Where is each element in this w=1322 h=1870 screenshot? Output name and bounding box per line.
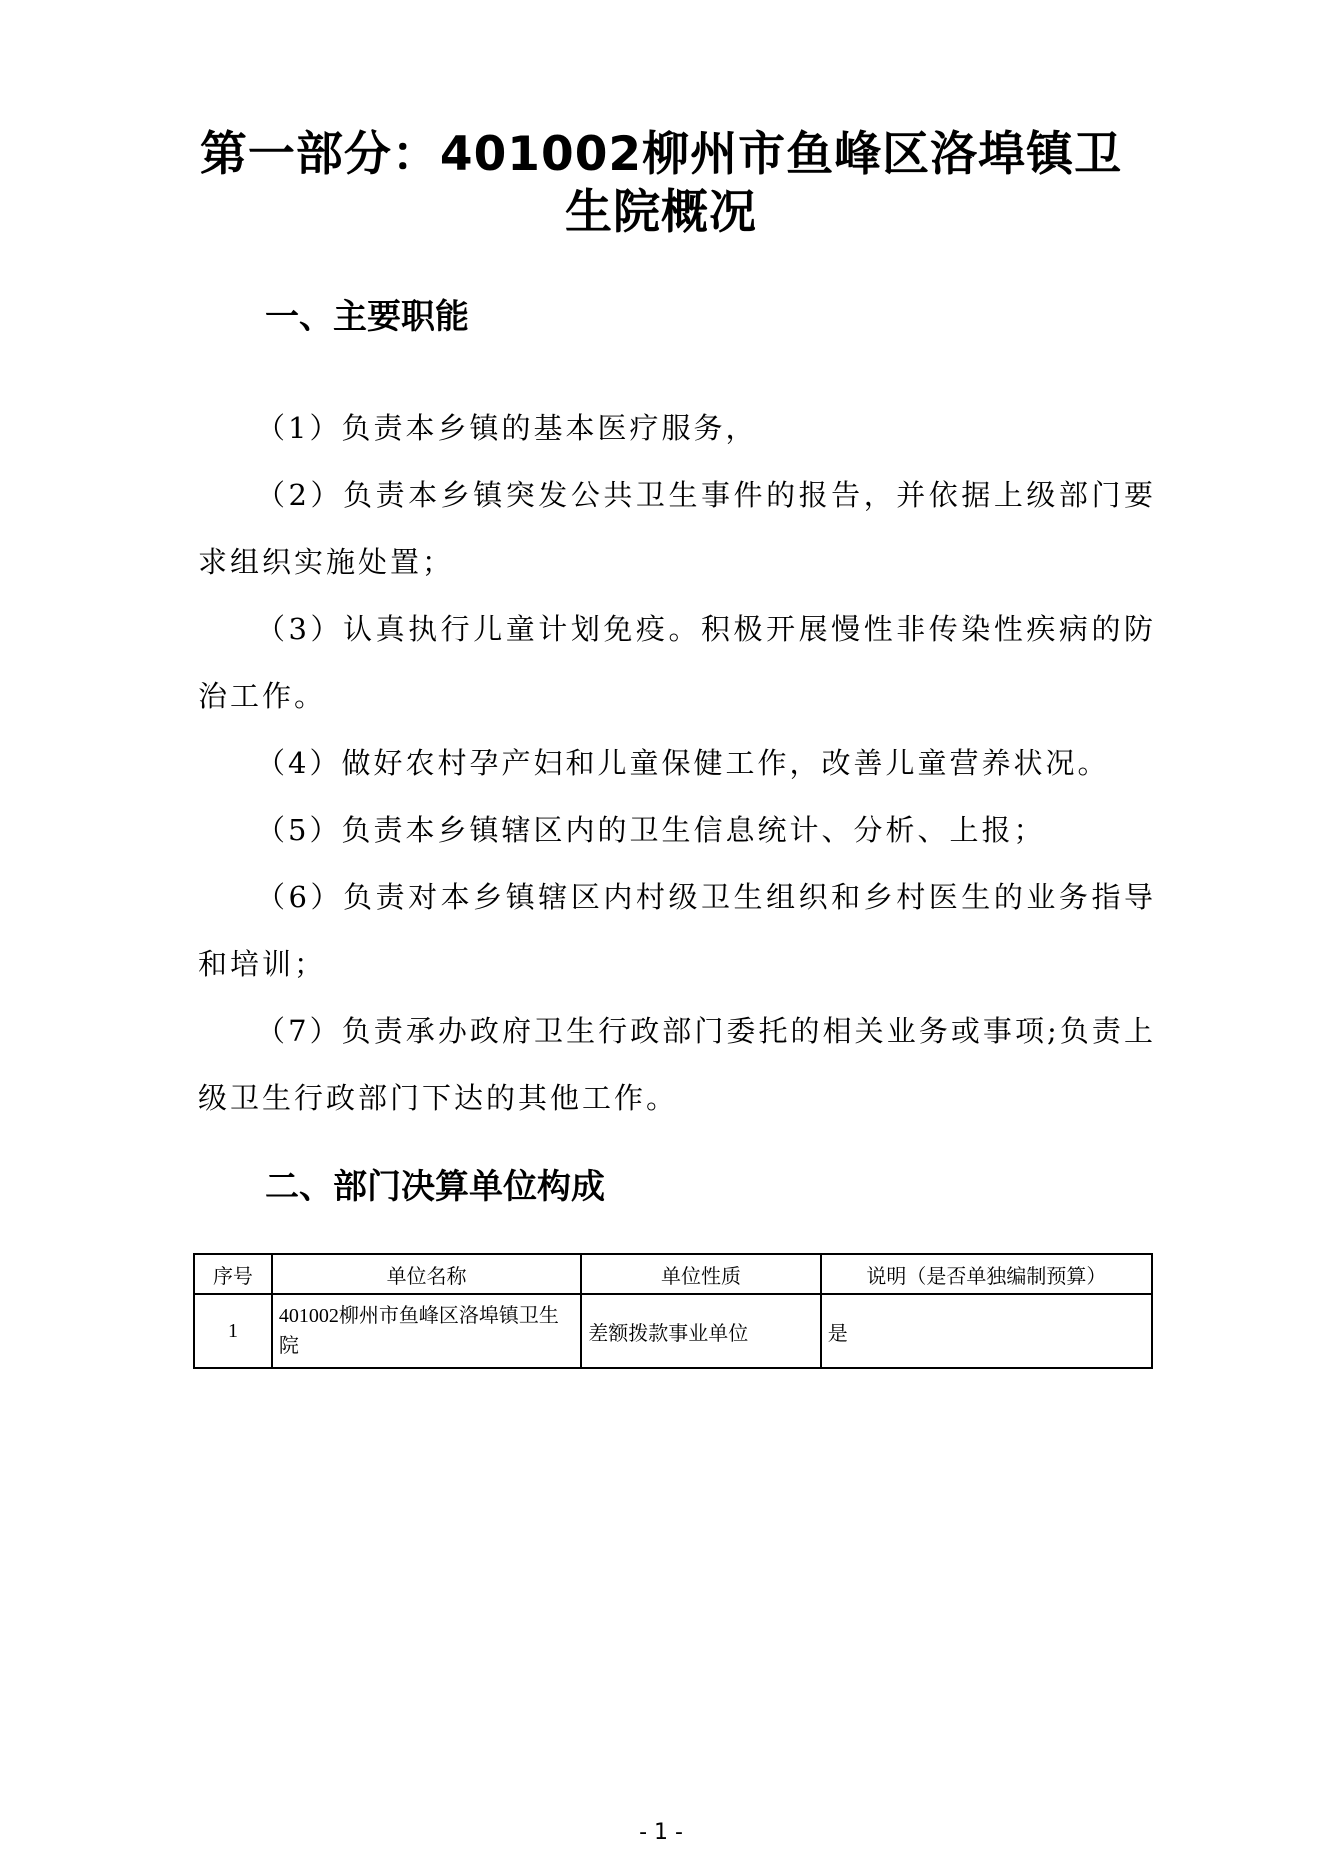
duty-item: （1）负责本乡镇的基本医疗服务， xyxy=(256,411,758,445)
column-header-note: 说明（是否单独编制预算） xyxy=(821,1254,1152,1294)
section-heading-unit-composition: 二、部门决算单位构成 xyxy=(265,1167,605,1207)
duty-item: （6）负责对本乡镇辖区内村级卫生组织和乡村医生的业务指导和培训； xyxy=(198,880,1156,981)
unit-composition-table xyxy=(193,1253,1153,1369)
duty-item: （4）做好农村孕产妇和儿童保健工作，改善儿童营养状况。 xyxy=(256,746,1110,780)
cell-unit-nature: 差额拨款事业单位 xyxy=(581,1294,820,1368)
cell-unit-name: 401002柳州市鱼峰区洛埠镇卫生院 xyxy=(272,1294,581,1368)
cell-note: 是 xyxy=(821,1294,1152,1368)
table-row xyxy=(194,1294,1152,1368)
column-header-unit-name: 单位名称 xyxy=(272,1254,581,1294)
cell-serial: 1 xyxy=(194,1294,272,1368)
table-header-row xyxy=(194,1254,1152,1294)
duties-list xyxy=(198,395,1156,1132)
column-header-unit-nature: 单位性质 xyxy=(581,1254,820,1294)
duty-item: （7）负责承办政府卫生行政部门委托的相关业务或事项;负责上级卫生行政部门下达的其他工作。 xyxy=(198,1014,1156,1115)
column-header-serial: 序号 xyxy=(194,1254,272,1294)
duty-item: （3）认真执行儿童计划免疫。积极开展慢性非传染性疾病的防治工作。 xyxy=(198,612,1156,713)
page-number: - 1 - xyxy=(639,1820,683,1845)
page-title: 第一部分：401002柳州市鱼峰区洛埠镇卫生院概况 xyxy=(199,127,1123,240)
duty-item: （2）负责本乡镇突发公共卫生事件的报告，并依据上级部门要求组织实施处置； xyxy=(198,478,1156,579)
duty-item: （5）负责本乡镇辖区内的卫生信息统计、分析、上报； xyxy=(256,813,1046,847)
section-heading-main-functions: 一、主要职能 xyxy=(265,297,469,337)
